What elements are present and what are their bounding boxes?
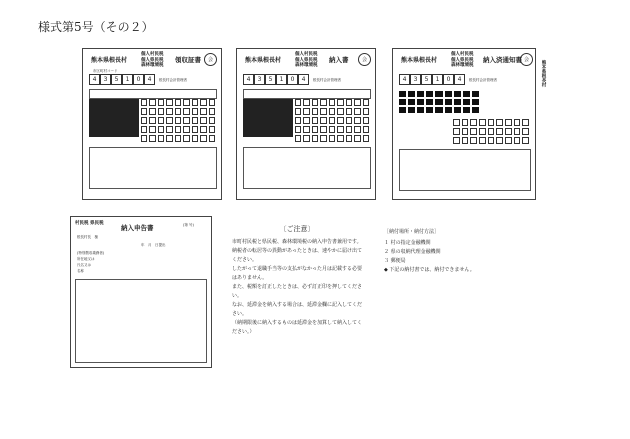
collector: 根長村会計管理者 xyxy=(159,78,187,82)
municipal-code: 4 3 5 1 0 4 xyxy=(243,74,309,85)
notice-line: （納期限後に納入するものは延滞金を加算して納入してください。） xyxy=(232,320,363,335)
notice-panel xyxy=(232,224,362,337)
notice-line: したがって退職手当等の支払がなかった月は記載する必要はありません。 xyxy=(232,266,363,281)
page-title: 様式第5号（その２） xyxy=(38,20,154,34)
slip-tax-1: 個人村民税 xyxy=(141,52,164,57)
slip-municipality: 熊本県根長村 xyxy=(91,57,128,64)
side-label: 熊本県根長村 xyxy=(541,60,546,87)
receipt-slip xyxy=(82,48,222,200)
slip-tax-1: 個人村民税 xyxy=(451,52,474,57)
seal-icon: 会 xyxy=(204,53,217,66)
declaration-date: 年 月 日提出 xyxy=(141,243,166,247)
slip-doc-title: 納入済通知書 xyxy=(483,56,522,64)
declaration-row-4: 名称 xyxy=(77,269,84,273)
code-label: 市区町村コード xyxy=(93,69,118,73)
amount-grid xyxy=(141,99,215,142)
slip-municipality: 熊本県根長村 xyxy=(401,57,438,64)
declaration-row-2: 所在地又は xyxy=(77,257,95,261)
notice-line: なお、延滞金を納入する場合は、延滞金欄に記入してください。 xyxy=(232,302,363,317)
bank-list-title: ［納付場所・納付方法］ xyxy=(384,229,440,235)
slip-tax-3: 森林環境税 xyxy=(141,63,164,68)
notice-line: 納税者の転居等の異動があったときは、速やかに届け出てください。 xyxy=(232,248,362,263)
bank-item: １ 村の指定金融機関 xyxy=(384,240,431,246)
declaration-row-1: (特別徴収義務者) xyxy=(77,251,105,255)
slip-tax-2: 個人県民税 xyxy=(295,57,318,63)
seal-icon: 会 xyxy=(520,53,533,66)
notice-line: 市町村民税と県民税、森林環境税の納入申告書兼用です。 xyxy=(232,239,362,245)
bank-item: ◆ 下記の納付書では、納付できません。 xyxy=(384,267,475,273)
seal-icon: 会 xyxy=(358,53,371,66)
collector: 根長村会計管理者 xyxy=(469,78,497,82)
declaration-no: (第 号) xyxy=(183,223,194,227)
collector: 根長村会計管理者 xyxy=(313,78,341,82)
declaration-header: 村民税 県民税 xyxy=(75,221,104,226)
slip-tax-3: 森林環境税 xyxy=(295,63,318,68)
notice-title: 〔ご注意〕 xyxy=(279,225,315,233)
declaration-form xyxy=(70,216,212,368)
declaration-title: 納入申告書 xyxy=(121,224,154,232)
declaration-to: 根長村長 様 xyxy=(77,235,98,239)
declaration-row-3: 氏名又は xyxy=(77,263,91,267)
municipal-code: 4 3 5 1 0 4 xyxy=(399,74,465,85)
amount-grid-dark xyxy=(399,91,479,113)
slip-doc-title: 領収証書 xyxy=(175,56,201,64)
slip-municipality: 熊本県根長村 xyxy=(245,57,282,64)
municipal-code: 4 3 5 1 0 4 xyxy=(89,74,155,85)
slip-tax-3: 森林環境税 xyxy=(451,63,474,68)
payment-slip xyxy=(236,48,376,200)
bank-item: ２ 県の収納代理金融機関 xyxy=(384,249,441,255)
notice-line: また、税額を訂正したときは、必ず訂正印を押してください。 xyxy=(232,284,363,299)
slip-tax-2: 個人県民税 xyxy=(451,57,474,63)
amount-grid xyxy=(453,119,529,144)
payment-notice-slip xyxy=(392,48,536,200)
bank-item: ３ 郵便局 xyxy=(384,258,406,264)
slip-tax-2: 個人県民税 xyxy=(141,57,164,63)
slip-tax-1: 個人村民税 xyxy=(295,52,318,57)
bank-list xyxy=(384,228,524,275)
slip-doc-title: 納入書 xyxy=(329,56,349,64)
amount-grid xyxy=(295,99,369,142)
